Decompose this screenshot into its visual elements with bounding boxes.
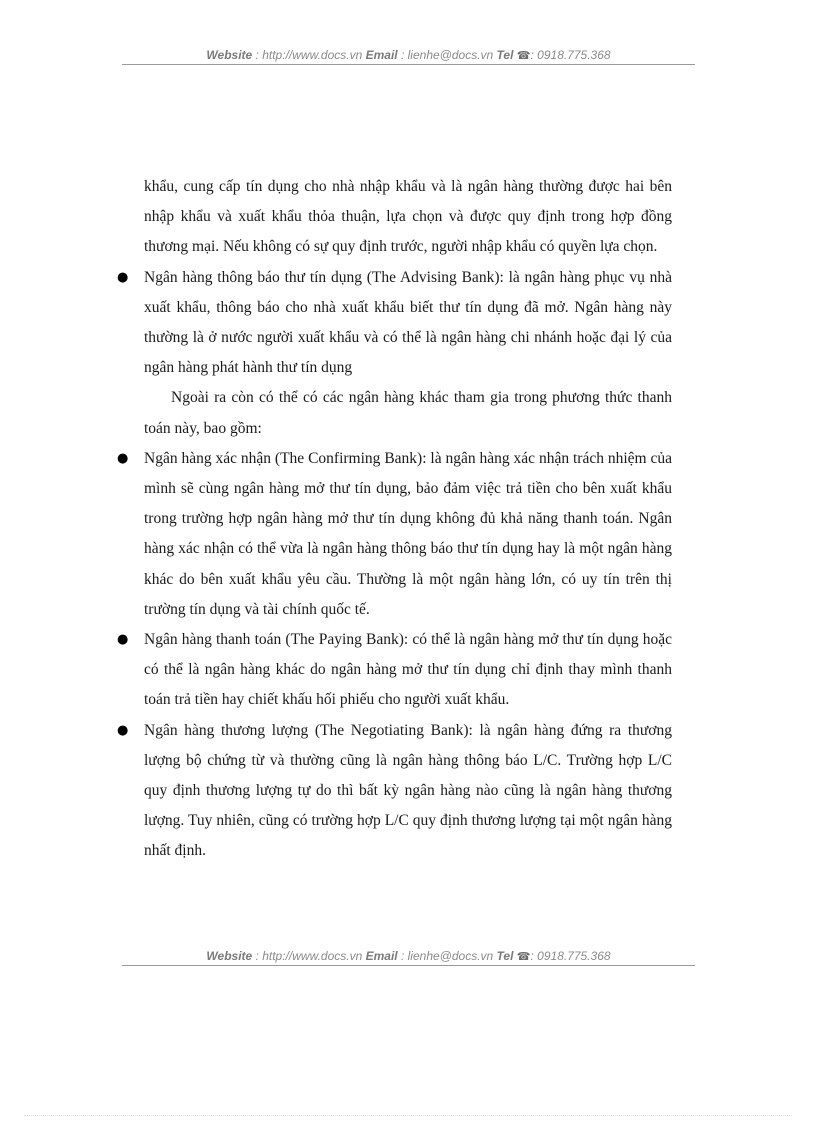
bullet-item-advising-bank xyxy=(117,263,672,384)
email-address: : lienhe@docs.vn xyxy=(400,949,494,963)
bullet-item-negotiating-bank xyxy=(117,716,672,867)
email-label: Email xyxy=(365,949,398,963)
bullet-text: Ngân hàng thanh toán (The Paying Bank): có thể là ngân hàng mở thư tín dụng hoặc có thể là ngân hàng khác do ngân hàng mở thư tín dụng chỉ định thay mình thanh toán trả tiền hay chiết khấu hối phiếu cho người xuất khẩu. xyxy=(144,631,672,709)
bullet-icon: ● xyxy=(117,722,129,738)
email-address: : lienhe@docs.vn xyxy=(400,48,494,62)
tel-number: : 0918.775.368 xyxy=(530,949,611,963)
bullet-icon: ● xyxy=(117,632,129,648)
website-label: Website xyxy=(206,949,253,963)
page-bottom-rule xyxy=(24,1115,792,1116)
website-url: : http://www.docs.vn xyxy=(255,949,363,963)
website-url: : http://www.docs.vn xyxy=(255,48,363,62)
page-header xyxy=(122,48,695,65)
page-footer xyxy=(122,949,695,966)
bullet-icon: ● xyxy=(117,450,129,466)
telephone-icon: ☎ xyxy=(516,951,531,963)
bullet-text: Ngân hàng thông báo thư tín dụng (The Advising Bank): là ngân hàng phục vụ nhà xuất khẩu, thông báo cho nhà xuất khẩu biết thư tín dụng đã mở. Ngân hàng này thường là ở nước người xuất khẩu và có thể là ngân hàng chi nhánh hoặc đại lý của ngân hàng phát hành thư tín dụng xyxy=(144,268,672,377)
bullet-item-paying-bank xyxy=(117,625,672,716)
bullet-text: Ngân hàng xác nhận (The Confirming Bank): là ngân hàng xác nhận trách nhiệm của mình sẽ cùng ngân hàng mở thư tín dụng, bảo đảm việc trả tiền cho bên xuất khẩu trong trường hợp ngân hàng mở thư tín dụng không đủ khả năng thanh toán. Ngân hàng xác nhận có thể vừa là ngân hàng thông báo thư tín dụng hay là một ngân hàng khác do bên xuất khẩu yêu cầu. Thường là một ngân hàng lớn, có uy tín trên thị trường tín dụng và tài chính quốc tế. xyxy=(144,449,672,618)
bullet-item-confirming-bank xyxy=(117,444,672,625)
email-label: Email xyxy=(365,48,398,62)
document-body xyxy=(117,172,672,867)
tel-label: Tel xyxy=(496,48,514,62)
telephone-icon: ☎ xyxy=(516,50,531,62)
bullet-text: Ngân hàng thương lượng (The Negotiating Bank): là ngân hàng đứng ra thương lượng bộ chứng từ và thường cũng là ngân hàng thông báo L/C. Trường hợp L/C quy định thương lượng tự do thì bất kỳ ngân hàng nào cũng là ngân hàng thương lượng. Tuy nhiên, cũng có trường hợp L/C quy định thương lượng tại một ngân hàng nhất định. xyxy=(144,721,672,860)
bullet-icon: ● xyxy=(117,269,129,285)
tel-label: Tel xyxy=(496,949,514,963)
tel-number: : 0918.775.368 xyxy=(530,48,611,62)
paragraph-other-banks: Ngoài ra còn có thể có các ngân hàng khác tham gia trong phương thức thanh toán này, bao gồm: xyxy=(144,389,672,437)
paragraph-continuation: khẩu, cung cấp tín dụng cho nhà nhập khẩu và là ngân hàng thường được hai bên nhập khẩu và xuất khẩu thỏa thuận, lựa chọn và được quy định trong hợp đồng thương mại. Nếu không có sự quy định trước, người nhập khẩu có quyền lựa chọn. xyxy=(144,178,672,256)
website-label: Website xyxy=(206,48,253,62)
